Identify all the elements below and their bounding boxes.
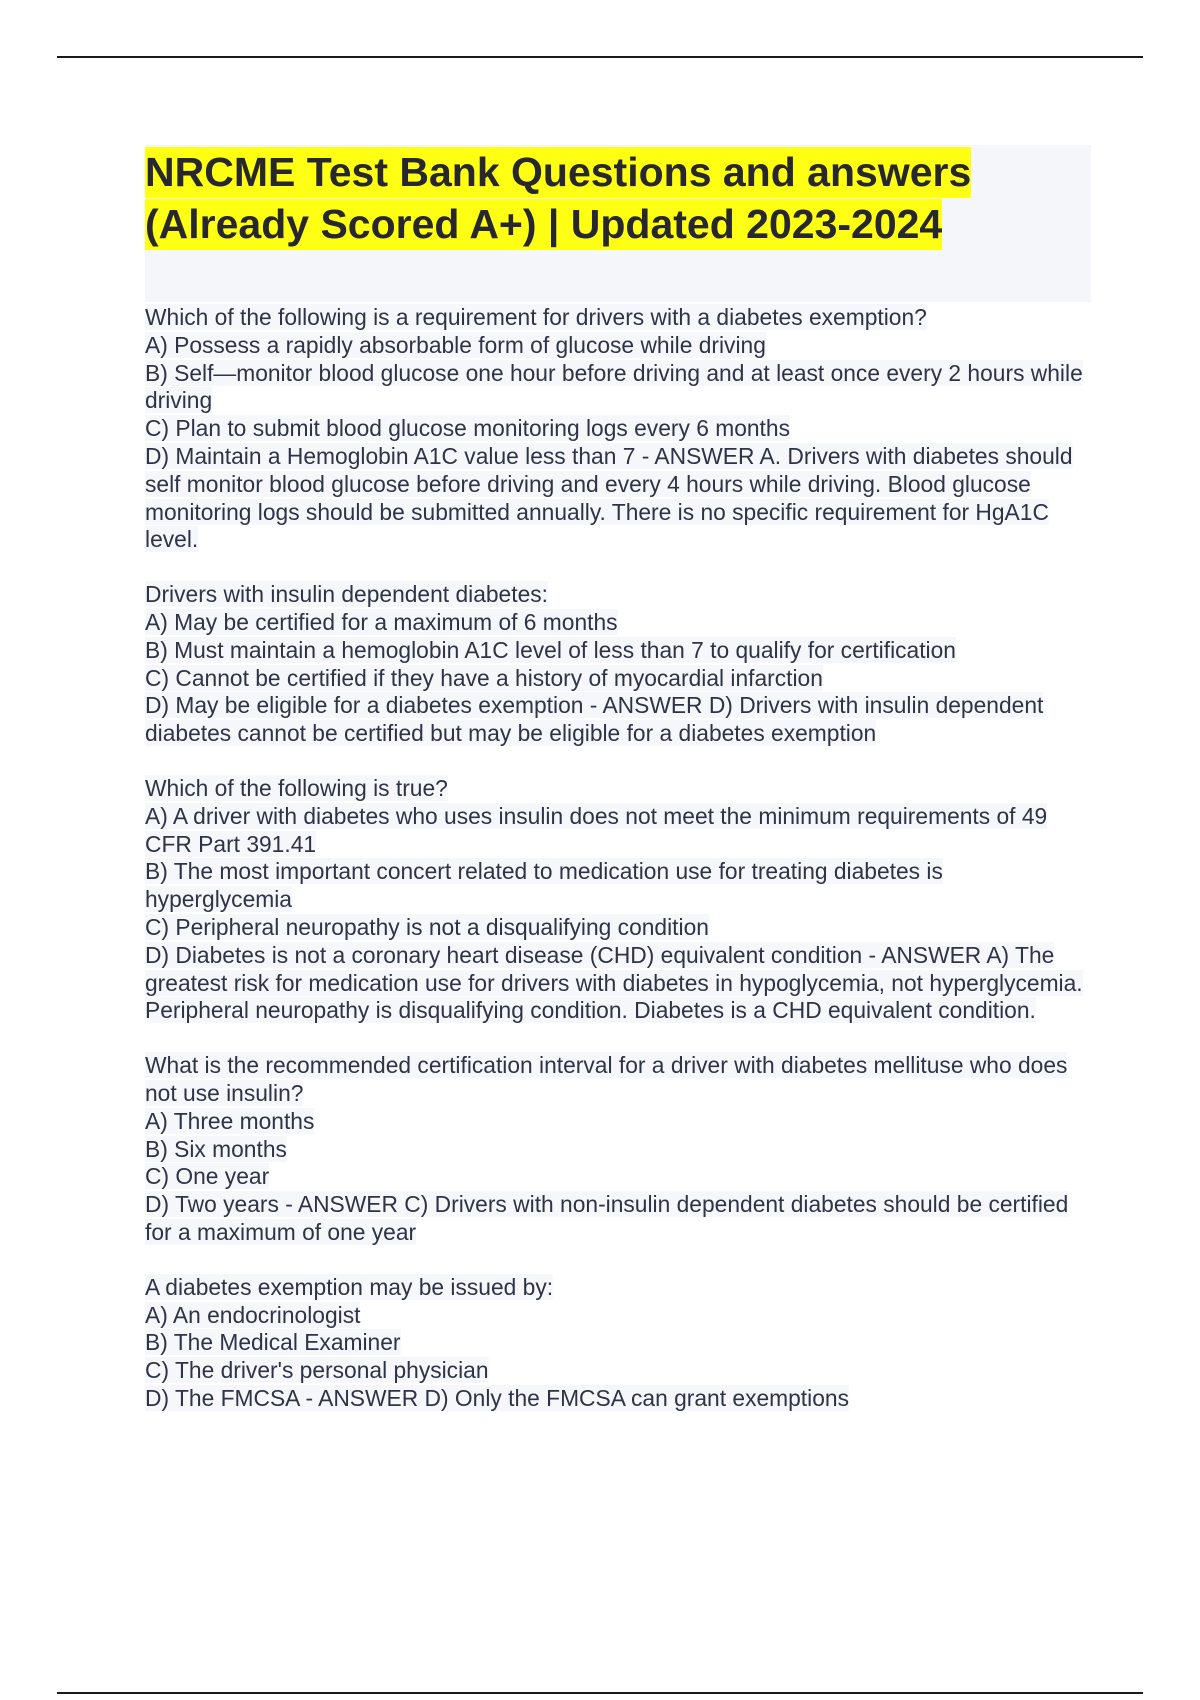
answer-option: C) Cannot be certified if they have a history of myocardial infarction [145,664,823,691]
answer-option: A) Possess a rapidly absorbable form of glucose while driving [145,331,766,358]
question-block [145,304,1090,554]
answer-option: D) Diabetes is not a coronary heart disease (CHD) equivalent condition - ANSWER A) The greatest risk for medication use for drivers with diabetes in hypoglycemia, not hyperglycemia. Peripheral neuropathy is disqualifying condition. Diabetes is a CHD equivalent condition. [145,941,1083,1024]
answer-option: B) Six months [145,1135,287,1162]
answer-option: A) A driver with diabetes who uses insulin does not meet the minimum requirements of 49 CFR Part 391.41 [145,802,1048,857]
answer-option: C) One year [145,1163,270,1190]
question-text: Drivers with insulin dependent diabetes: [145,581,548,608]
document-title: NRCME Test Bank Questions and answers (Already Scored A+) | Updated 2023-2024 [145,146,1095,250]
question-block [145,775,1090,1025]
question-block [145,581,1090,748]
question-text: A diabetes exemption may be issued by: [145,1273,554,1300]
question-text: Which of the following is a requirement for drivers with a diabetes exemption? [145,304,927,330]
answer-option: A) May be certified for a maximum of 6 months [145,608,618,635]
question-block [145,1274,1090,1413]
answer-option: C) The driver's personal physician [145,1357,489,1384]
answer-option: D) Two years - ANSWER C) Drivers with non-insulin dependent diabetes should be certified for a maximum of one year [145,1191,1069,1245]
answer-option: B) Must maintain a hemoglobin A1C level of less than 7 to qualify for certification [145,636,956,663]
answer-option: D) Maintain a Hemoglobin A1C value less than 7 - ANSWER A. Drivers with diabetes should self monitor blood glucose before driving and every 4 hours while driving. Blood glucose monitoring logs should be submitted annually. There is no specific requirement for HgA1C level. [145,442,1073,553]
question-text: What is the recommended certification interval for a driver with diabetes mellituse who does not use insulin? [145,1052,1068,1106]
document-body [145,304,1090,1440]
top-rule [57,56,1143,58]
answer-option: D) May be eligible for a diabetes exemption - ANSWER D) Drivers with insulin dependent diabetes cannot be certified but may be eligible for a diabetes exemption [145,692,1044,747]
answer-option: C) Plan to submit blood glucose monitoring logs every 6 months [145,415,790,442]
answer-option: C) Peripheral neuropathy is not a disqualifying condition [145,913,709,940]
answer-option: A) Three months [145,1107,315,1134]
answer-option: A) An endocrinologist [145,1301,361,1328]
question-text: Which of the following is true? [145,774,448,801]
answer-option: B) The most important concert related to medication use for treating diabetes is hyperglycemia [145,858,943,913]
answer-option: D) The FMCSA - ANSWER D) Only the FMCSA can grant exemptions [145,1384,849,1411]
answer-option: B) Self—monitor blood glucose one hour before driving and at least once every 2 hours while driving [145,359,1083,414]
bottom-rule [57,1692,1143,1694]
question-block [145,1052,1090,1247]
answer-option: B) The Medical Examiner [145,1329,401,1356]
